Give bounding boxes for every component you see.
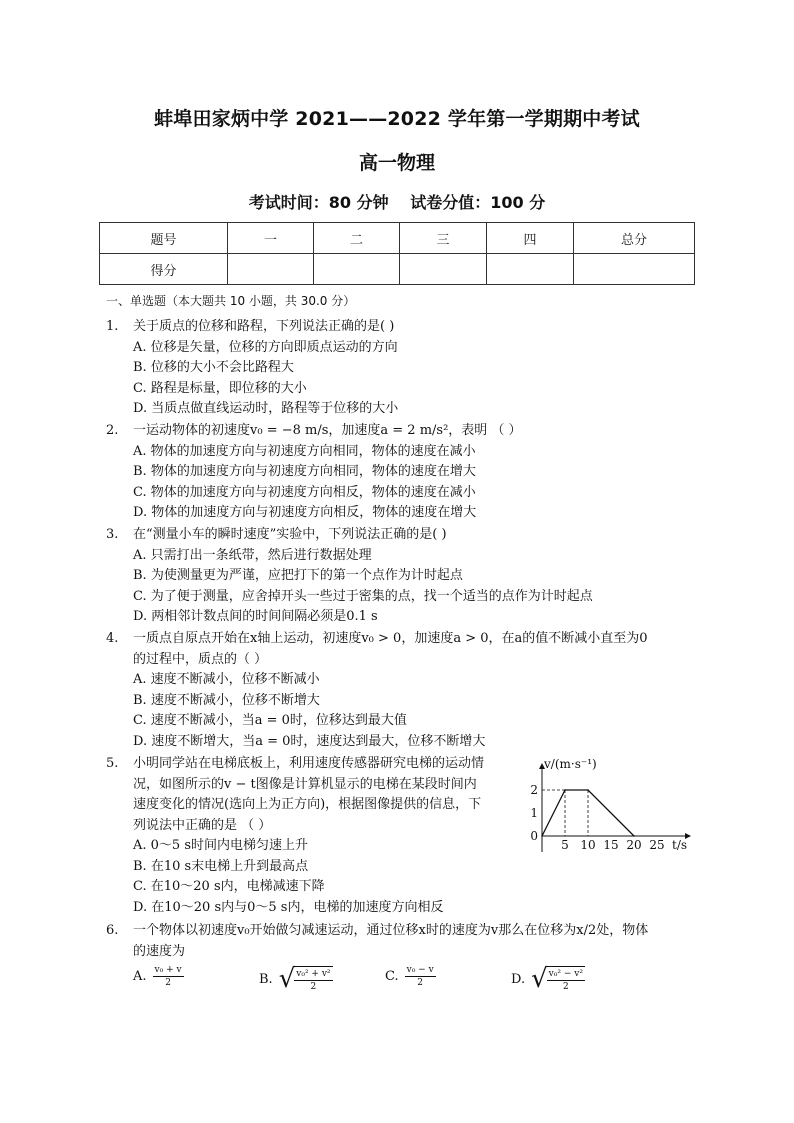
option-a[interactable]: A. 0～5 s时间内电梯匀速上升 [133, 838, 308, 853]
score-input-cell[interactable] [228, 254, 314, 285]
data-point [633, 835, 635, 837]
question-1 [106, 317, 398, 420]
score-input-cell[interactable] [574, 254, 695, 285]
question-number: 3. [106, 527, 119, 542]
x-tick-label: 5 [561, 838, 569, 852]
exam-time: 考试时间：80 分钟 [248, 193, 389, 212]
y-tick-label: 2 [530, 783, 538, 797]
option-d[interactable]: D. 速度不断增大，当a = 0时，速度达到最大，位移不断增大 [133, 733, 486, 749]
option-c[interactable]: C. 为了便于测量，应舍掉开头一些过于密集的点，找一个适当的点作为计时起点 [133, 588, 593, 604]
section-heading: 一、单选题（本大题共 10 小题，共 30.0 分） [106, 294, 356, 308]
question-stem: 一质点自原点开始在x轴上运动，初速度v₀ > 0，加速度a > 0，在a的值不断减小直至为0 [133, 631, 648, 646]
score-input-cell[interactable] [314, 254, 400, 285]
option-a[interactable]: A. 只需打出一条纸带，然后进行数据处理 [133, 547, 372, 563]
option-c[interactable]: C. $\frac{\text{v₀ − v}}{2}$ [385, 965, 434, 988]
question-stem-cont: 的过程中，质点的（ ） [133, 651, 268, 667]
y-tick-label: 0 [530, 829, 538, 843]
exam-title: 蚌埠田家炳中学 2021——2022 学年第一学期期中考试 [154, 108, 640, 130]
q6-options [133, 964, 613, 1000]
option-b[interactable]: B. 速度不断减小，位移不断增大 [133, 692, 320, 708]
option-c[interactable]: C. 在10～20 s内，电梯减速下降 [133, 879, 325, 894]
option-d[interactable]: D. 在10～20 s内与0～5 s内，电梯的加速度方向相反 [133, 899, 444, 915]
question-stem-cont: 况，如图所示的v − t图像是计算机显示的电梯在某段时间内 [133, 776, 477, 792]
x-tick-label: 20 [626, 838, 642, 852]
full-score: 试卷分值：100 分 [410, 193, 546, 212]
option-d[interactable]: D. 物体的加速度方向与初速度方向相反，物体的速度在增大 [133, 505, 477, 520]
score-cell: 总分 [574, 223, 695, 254]
y-tick-label: 1 [530, 806, 538, 820]
score-cell: 一 [228, 223, 314, 254]
option-b[interactable]: B. 物体的加速度方向与初速度方向相同，物体的速度在增大 [133, 464, 476, 479]
option-a[interactable]: A. 速度不断减小，位移不断减小 [133, 672, 320, 687]
data-point [587, 789, 589, 791]
option-b[interactable]: B. 在10 s末电梯上升到最高点 [133, 858, 309, 874]
option-b[interactable]: B. √ $\frac{\text{v₀² + v²}}{2}$ [259, 964, 331, 994]
exam-subject: 高一物理 [358, 152, 435, 174]
fraction: $\frac{\text{v₀² − v²}}{2}$ [547, 966, 585, 993]
vt-graph [520, 754, 700, 858]
question-number: 5. [106, 756, 119, 771]
score-table [99, 222, 695, 285]
question-stem: 一运动物体的初速度v₀ = −8 m/s，加速度a = 2 m/s²，表明 （ ） [133, 423, 522, 438]
option-d[interactable]: D. √ $\frac{\text{v₀² − v²}}{2}$ [511, 964, 583, 994]
question-stem-cont: 列说法中正确的是 （ ） [133, 817, 272, 833]
question-2 [106, 421, 522, 524]
score-cell: 题号 [100, 223, 228, 254]
exam-info [0, 190, 794, 213]
data-point [541, 835, 543, 837]
score-table-header-row [100, 223, 695, 254]
score-cell: 四 [487, 223, 574, 254]
option-d[interactable]: D. 两相邻计数点间的时间间隔必须是0.1 s [133, 609, 378, 624]
score-input-cell[interactable] [400, 254, 487, 285]
x-tick-label: 25 [649, 838, 665, 852]
fraction: $\frac{\text{v₀ + v}}{2}$ [154, 965, 182, 988]
option-a[interactable]: A. 位移是矢量，位移的方向即质点运动的方向 [133, 339, 398, 355]
question-number: 6. [106, 923, 119, 938]
option-b[interactable]: B. 位移的大小不会比路程大 [133, 360, 294, 375]
x-tick-label: 15 [603, 838, 619, 852]
fraction: $\frac{\text{v₀ − v}}{2}$ [406, 965, 434, 988]
question-number: 4. [106, 631, 119, 646]
x-axis-label: t/s [672, 838, 688, 852]
x-tick-label: 10 [580, 838, 596, 852]
score-table-score-row [100, 254, 695, 285]
question-6 [106, 921, 648, 962]
option-c[interactable]: C. 路程是标量，即位移的大小 [133, 380, 307, 396]
question-stem: 一个物体以初速度v₀开始做匀减速运动，通过位移x时的速度为v那么在位移为x/2处，物体 [133, 923, 649, 938]
score-cell: 三 [400, 223, 487, 254]
question-4 [106, 629, 648, 752]
square-root: √ $\frac{\text{v₀² + v²}}{2}$ [278, 964, 331, 994]
question-3 [106, 525, 593, 628]
question-stem-cont: 速度变化的情况(选向上为正方向)，根据图像提供的信息，下 [133, 797, 482, 812]
square-root: √ $\frac{\text{v₀² − v²}}{2}$ [531, 964, 583, 994]
data-point [564, 789, 566, 791]
fraction: $\frac{\text{v₀² + v²}}{2}$ [294, 966, 332, 993]
question-stem: 关于质点的位移和路程，下列说法正确的是( ) [133, 319, 395, 334]
question-number: 1. [106, 319, 119, 334]
question-5 [106, 754, 484, 918]
score-cell: 二 [314, 223, 400, 254]
option-c[interactable]: C. 速度不断减小，当a = 0时，位移达到最大值 [133, 713, 407, 728]
question-stem-cont: 的速度为 [133, 943, 186, 959]
question-stem: 在“测量小车的瞬时速度”实验中，下列说法正确的是( ) [133, 527, 447, 542]
option-d[interactable]: D. 当质点做直线运动时，路程等于位移的大小 [133, 401, 399, 416]
option-a[interactable]: A. $\frac{\text{v₀ + v}}{2}$ [133, 965, 182, 988]
score-cell: 得分 [100, 254, 228, 285]
score-input-cell[interactable] [487, 254, 574, 285]
question-stem: 小明同学站在电梯底板上，利用速度传感器研究电梯的运动情 [133, 756, 485, 771]
option-b[interactable]: B. 为使测量更为严谨，应把打下的第一个点作为计时起点 [133, 568, 463, 583]
y-axis-label: v/(m·s⁻¹) [544, 757, 597, 771]
option-c[interactable]: C. 物体的加速度方向与初速度方向相反，物体的速度在减小 [133, 484, 476, 500]
question-number: 2. [106, 423, 119, 438]
option-a[interactable]: A. 物体的加速度方向与初速度方向相同，物体的速度在减小 [133, 443, 476, 459]
